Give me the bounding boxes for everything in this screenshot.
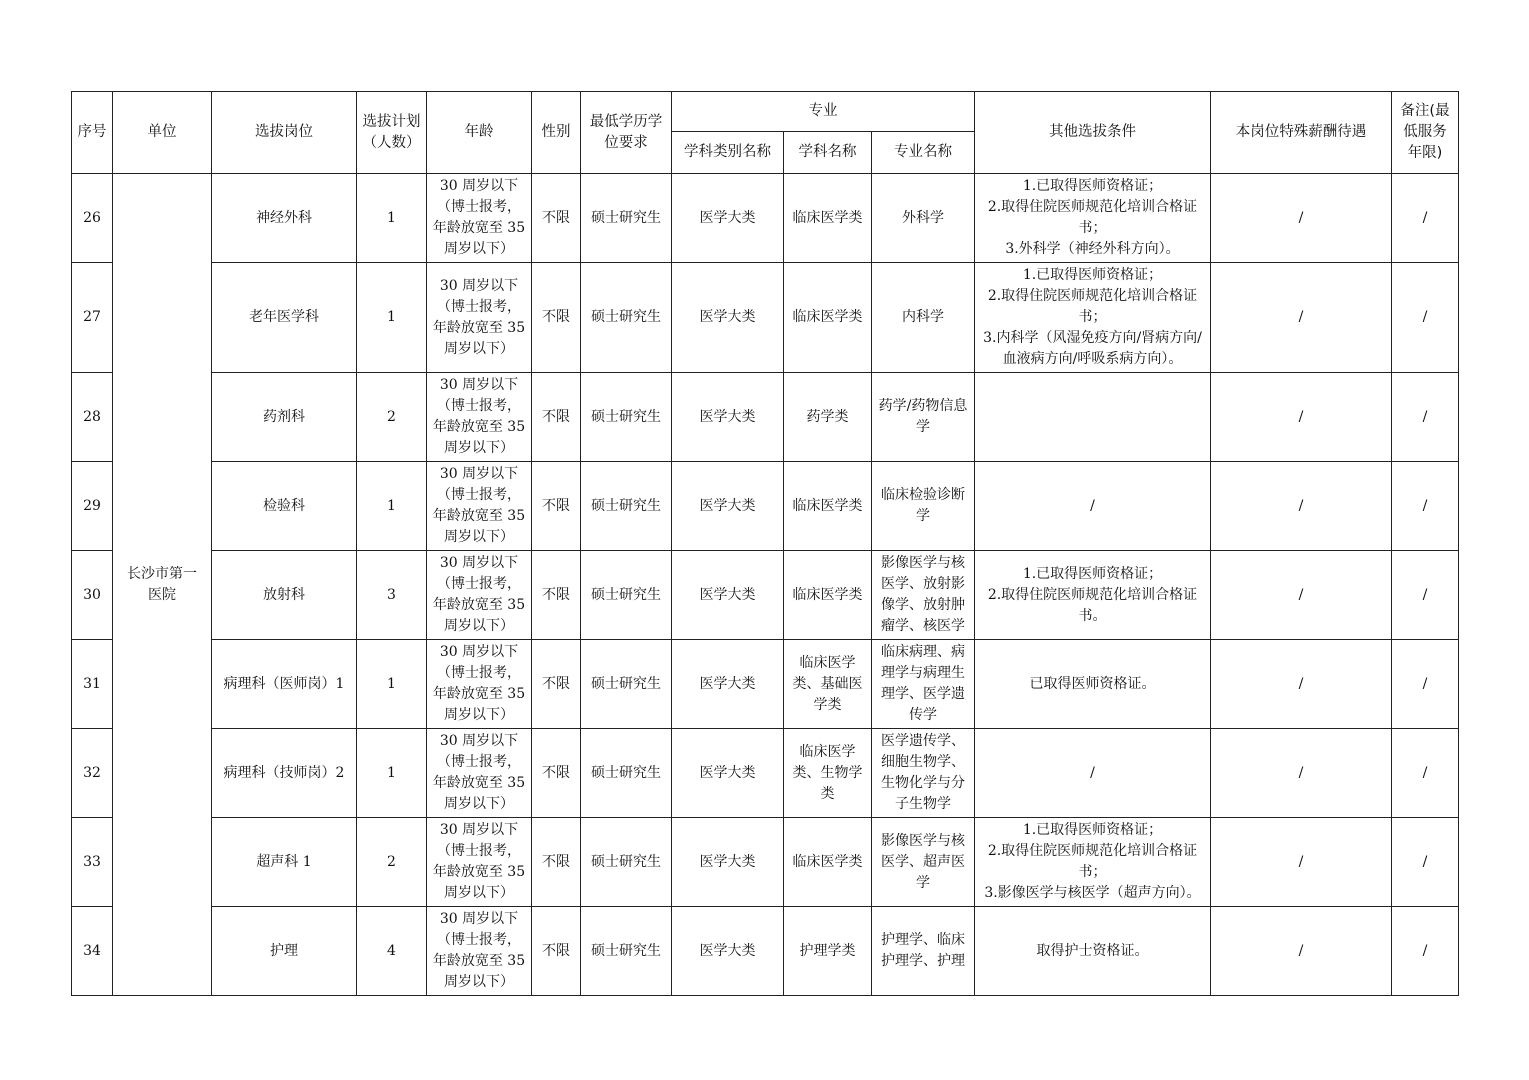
category-cell: 医学大类 [672, 462, 784, 551]
salary-cell: / [1211, 818, 1392, 907]
remark-cell: / [1392, 373, 1459, 462]
other-cell [975, 373, 1211, 462]
discipline-cell: 护理学类 [784, 907, 872, 996]
seq-cell: 26 [72, 174, 113, 263]
plan-cell: 2 [357, 373, 427, 462]
post-cell: 病理科（技师岗）2 [212, 729, 357, 818]
degree-cell: 硕士研究生 [581, 640, 672, 729]
degree-cell: 硕士研究生 [581, 174, 672, 263]
plan-cell: 1 [357, 174, 427, 263]
salary-cell: / [1211, 174, 1392, 263]
remark-cell: / [1392, 818, 1459, 907]
other-cell: 1.已取得医师资格证； 2.取得住院医师规范化培训合格证书； 3.内科学（风湿免疫方向/肾病方向/血液病方向/呼吸系病方向）。 [975, 263, 1211, 373]
table-row [72, 263, 1459, 373]
salary-cell: / [1211, 373, 1392, 462]
header-gender: 性别 [532, 92, 581, 174]
age-cell: 30 周岁以下 （博士报考， 年龄放宽至 35 周岁以下） [427, 818, 532, 907]
discipline-cell: 药学类 [784, 373, 872, 462]
header-post: 选拔岗位 [212, 92, 357, 174]
gender-cell: 不限 [532, 174, 581, 263]
post-cell: 护理 [212, 907, 357, 996]
remark-cell: / [1392, 640, 1459, 729]
major-cell: 外科学 [872, 174, 975, 263]
degree-cell: 硕士研究生 [581, 373, 672, 462]
major-cell: 影像医学与核医学、放射影像学、放射肿瘤学、核医学 [872, 551, 975, 640]
degree-cell: 硕士研究生 [581, 462, 672, 551]
header-plan: 选拔计划 （人数） [357, 92, 427, 174]
post-cell: 病理科（医师岗）1 [212, 640, 357, 729]
major-cell: 护理学、临床护理学、护理 [872, 907, 975, 996]
category-cell: 医学大类 [672, 174, 784, 263]
post-cell: 老年医学科 [212, 263, 357, 373]
header-unit: 单位 [113, 92, 212, 174]
header-other: 其他选拔条件 [975, 92, 1211, 174]
plan-cell: 1 [357, 640, 427, 729]
seq-cell: 28 [72, 373, 113, 462]
category-cell: 医学大类 [672, 818, 784, 907]
major-cell: 医学遗传学、细胞生物学、生物化学与分子生物学 [872, 729, 975, 818]
discipline-cell: 临床医学类 [784, 174, 872, 263]
discipline-cell: 临床医学类 [784, 462, 872, 551]
gender-cell: 不限 [532, 907, 581, 996]
seq-cell: 31 [72, 640, 113, 729]
remark-cell: / [1392, 174, 1459, 263]
age-cell: 30 周岁以下 （博士报考， 年龄放宽至 35 周岁以下） [427, 907, 532, 996]
category-cell: 医学大类 [672, 551, 784, 640]
table-row [72, 818, 1459, 907]
table-row [72, 551, 1459, 640]
salary-cell: / [1211, 462, 1392, 551]
gender-cell: 不限 [532, 462, 581, 551]
gender-cell: 不限 [532, 640, 581, 729]
category-cell: 医学大类 [672, 907, 784, 996]
seq-cell: 33 [72, 818, 113, 907]
other-cell: / [975, 462, 1211, 551]
other-cell: 1.已取得医师资格证； 2.取得住院医师规范化培训合格证书； 3.影像医学与核医学（超声方向）。 [975, 818, 1211, 907]
table-row [72, 174, 1459, 263]
major-cell: 影像医学与核医学、超声医学 [872, 818, 975, 907]
remark-cell: / [1392, 729, 1459, 818]
age-cell: 30 周岁以下 （博士报考， 年龄放宽至 35 周岁以下） [427, 462, 532, 551]
major-cell: 临床病理、病理学与病理生理学、医学遗传学 [872, 640, 975, 729]
remark-cell: / [1392, 263, 1459, 373]
salary-cell: / [1211, 263, 1392, 373]
plan-cell: 3 [357, 551, 427, 640]
seq-cell: 34 [72, 907, 113, 996]
remark-cell: / [1392, 462, 1459, 551]
salary-cell: / [1211, 640, 1392, 729]
major-cell: 临床检验诊断学 [872, 462, 975, 551]
table-row [72, 729, 1459, 818]
age-cell: 30 周岁以下 （博士报考， 年龄放宽至 35 周岁以下） [427, 263, 532, 373]
other-cell: 取得护士资格证。 [975, 907, 1211, 996]
other-cell: 1.已取得医师资格证； 2.取得住院医师规范化培训合格证书； 3.外科学（神经外科方向）。 [975, 174, 1211, 263]
discipline-cell: 临床医学类 [784, 263, 872, 373]
age-cell: 30 周岁以下 （博士报考， 年龄放宽至 35 周岁以下） [427, 174, 532, 263]
header-age: 年龄 [427, 92, 532, 174]
discipline-cell: 临床医学类 [784, 818, 872, 907]
other-cell: / [975, 729, 1211, 818]
table-row [72, 907, 1459, 996]
remark-cell: / [1392, 907, 1459, 996]
header-major-discipline: 学科名称 [784, 132, 872, 174]
salary-cell: / [1211, 551, 1392, 640]
degree-cell: 硕士研究生 [581, 729, 672, 818]
header-remark: 备注(最 低服务 年限) [1392, 92, 1459, 174]
degree-cell: 硕士研究生 [581, 907, 672, 996]
major-cell: 内科学 [872, 263, 975, 373]
degree-cell: 硕士研究生 [581, 551, 672, 640]
recruitment-table [71, 91, 1459, 996]
header-major-name: 专业名称 [872, 132, 975, 174]
header-salary: 本岗位特殊薪酬待遇 [1211, 92, 1392, 174]
degree-cell: 硕士研究生 [581, 263, 672, 373]
table-row [72, 373, 1459, 462]
gender-cell: 不限 [532, 263, 581, 373]
other-cell: 1.已取得医师资格证； 2.取得住院医师规范化培训合格证书。 [975, 551, 1211, 640]
age-cell: 30 周岁以下 （博士报考， 年龄放宽至 35 周岁以下） [427, 640, 532, 729]
gender-cell: 不限 [532, 818, 581, 907]
gender-cell: 不限 [532, 373, 581, 462]
gender-cell: 不限 [532, 729, 581, 818]
table-row [72, 640, 1459, 729]
category-cell: 医学大类 [672, 729, 784, 818]
seq-cell: 32 [72, 729, 113, 818]
seq-cell: 29 [72, 462, 113, 551]
header-seq: 序号 [72, 92, 113, 174]
unit-cell: 长沙市第一 医院 [113, 174, 212, 996]
degree-cell: 硕士研究生 [581, 818, 672, 907]
plan-cell: 1 [357, 263, 427, 373]
other-cell: 已取得医师资格证。 [975, 640, 1211, 729]
seq-cell: 27 [72, 263, 113, 373]
category-cell: 医学大类 [672, 373, 784, 462]
discipline-cell: 临床医学类、生物学类 [784, 729, 872, 818]
post-cell: 超声科 1 [212, 818, 357, 907]
category-cell: 医学大类 [672, 640, 784, 729]
discipline-cell: 临床医学类、基础医学类 [784, 640, 872, 729]
header-major: 专业 [672, 92, 975, 132]
plan-cell: 1 [357, 462, 427, 551]
remark-cell: / [1392, 551, 1459, 640]
post-cell: 药剂科 [212, 373, 357, 462]
age-cell: 30 周岁以下 （博士报考， 年龄放宽至 35 周岁以下） [427, 729, 532, 818]
salary-cell: / [1211, 729, 1392, 818]
table-body [72, 174, 1459, 996]
post-cell: 放射科 [212, 551, 357, 640]
header-degree: 最低学历学 位要求 [581, 92, 672, 174]
plan-cell: 1 [357, 729, 427, 818]
plan-cell: 4 [357, 907, 427, 996]
post-cell: 检验科 [212, 462, 357, 551]
category-cell: 医学大类 [672, 263, 784, 373]
major-cell: 药学/药物信息学 [872, 373, 975, 462]
table-row [72, 462, 1459, 551]
gender-cell: 不限 [532, 551, 581, 640]
header-major-category: 学科类别名称 [672, 132, 784, 174]
age-cell: 30 周岁以下 （博士报考， 年龄放宽至 35 周岁以下） [427, 373, 532, 462]
header-row-1 [72, 92, 1459, 132]
salary-cell: / [1211, 907, 1392, 996]
post-cell: 神经外科 [212, 174, 357, 263]
discipline-cell: 临床医学类 [784, 551, 872, 640]
plan-cell: 2 [357, 818, 427, 907]
age-cell: 30 周岁以下 （博士报考， 年龄放宽至 35 周岁以下） [427, 551, 532, 640]
seq-cell: 30 [72, 551, 113, 640]
